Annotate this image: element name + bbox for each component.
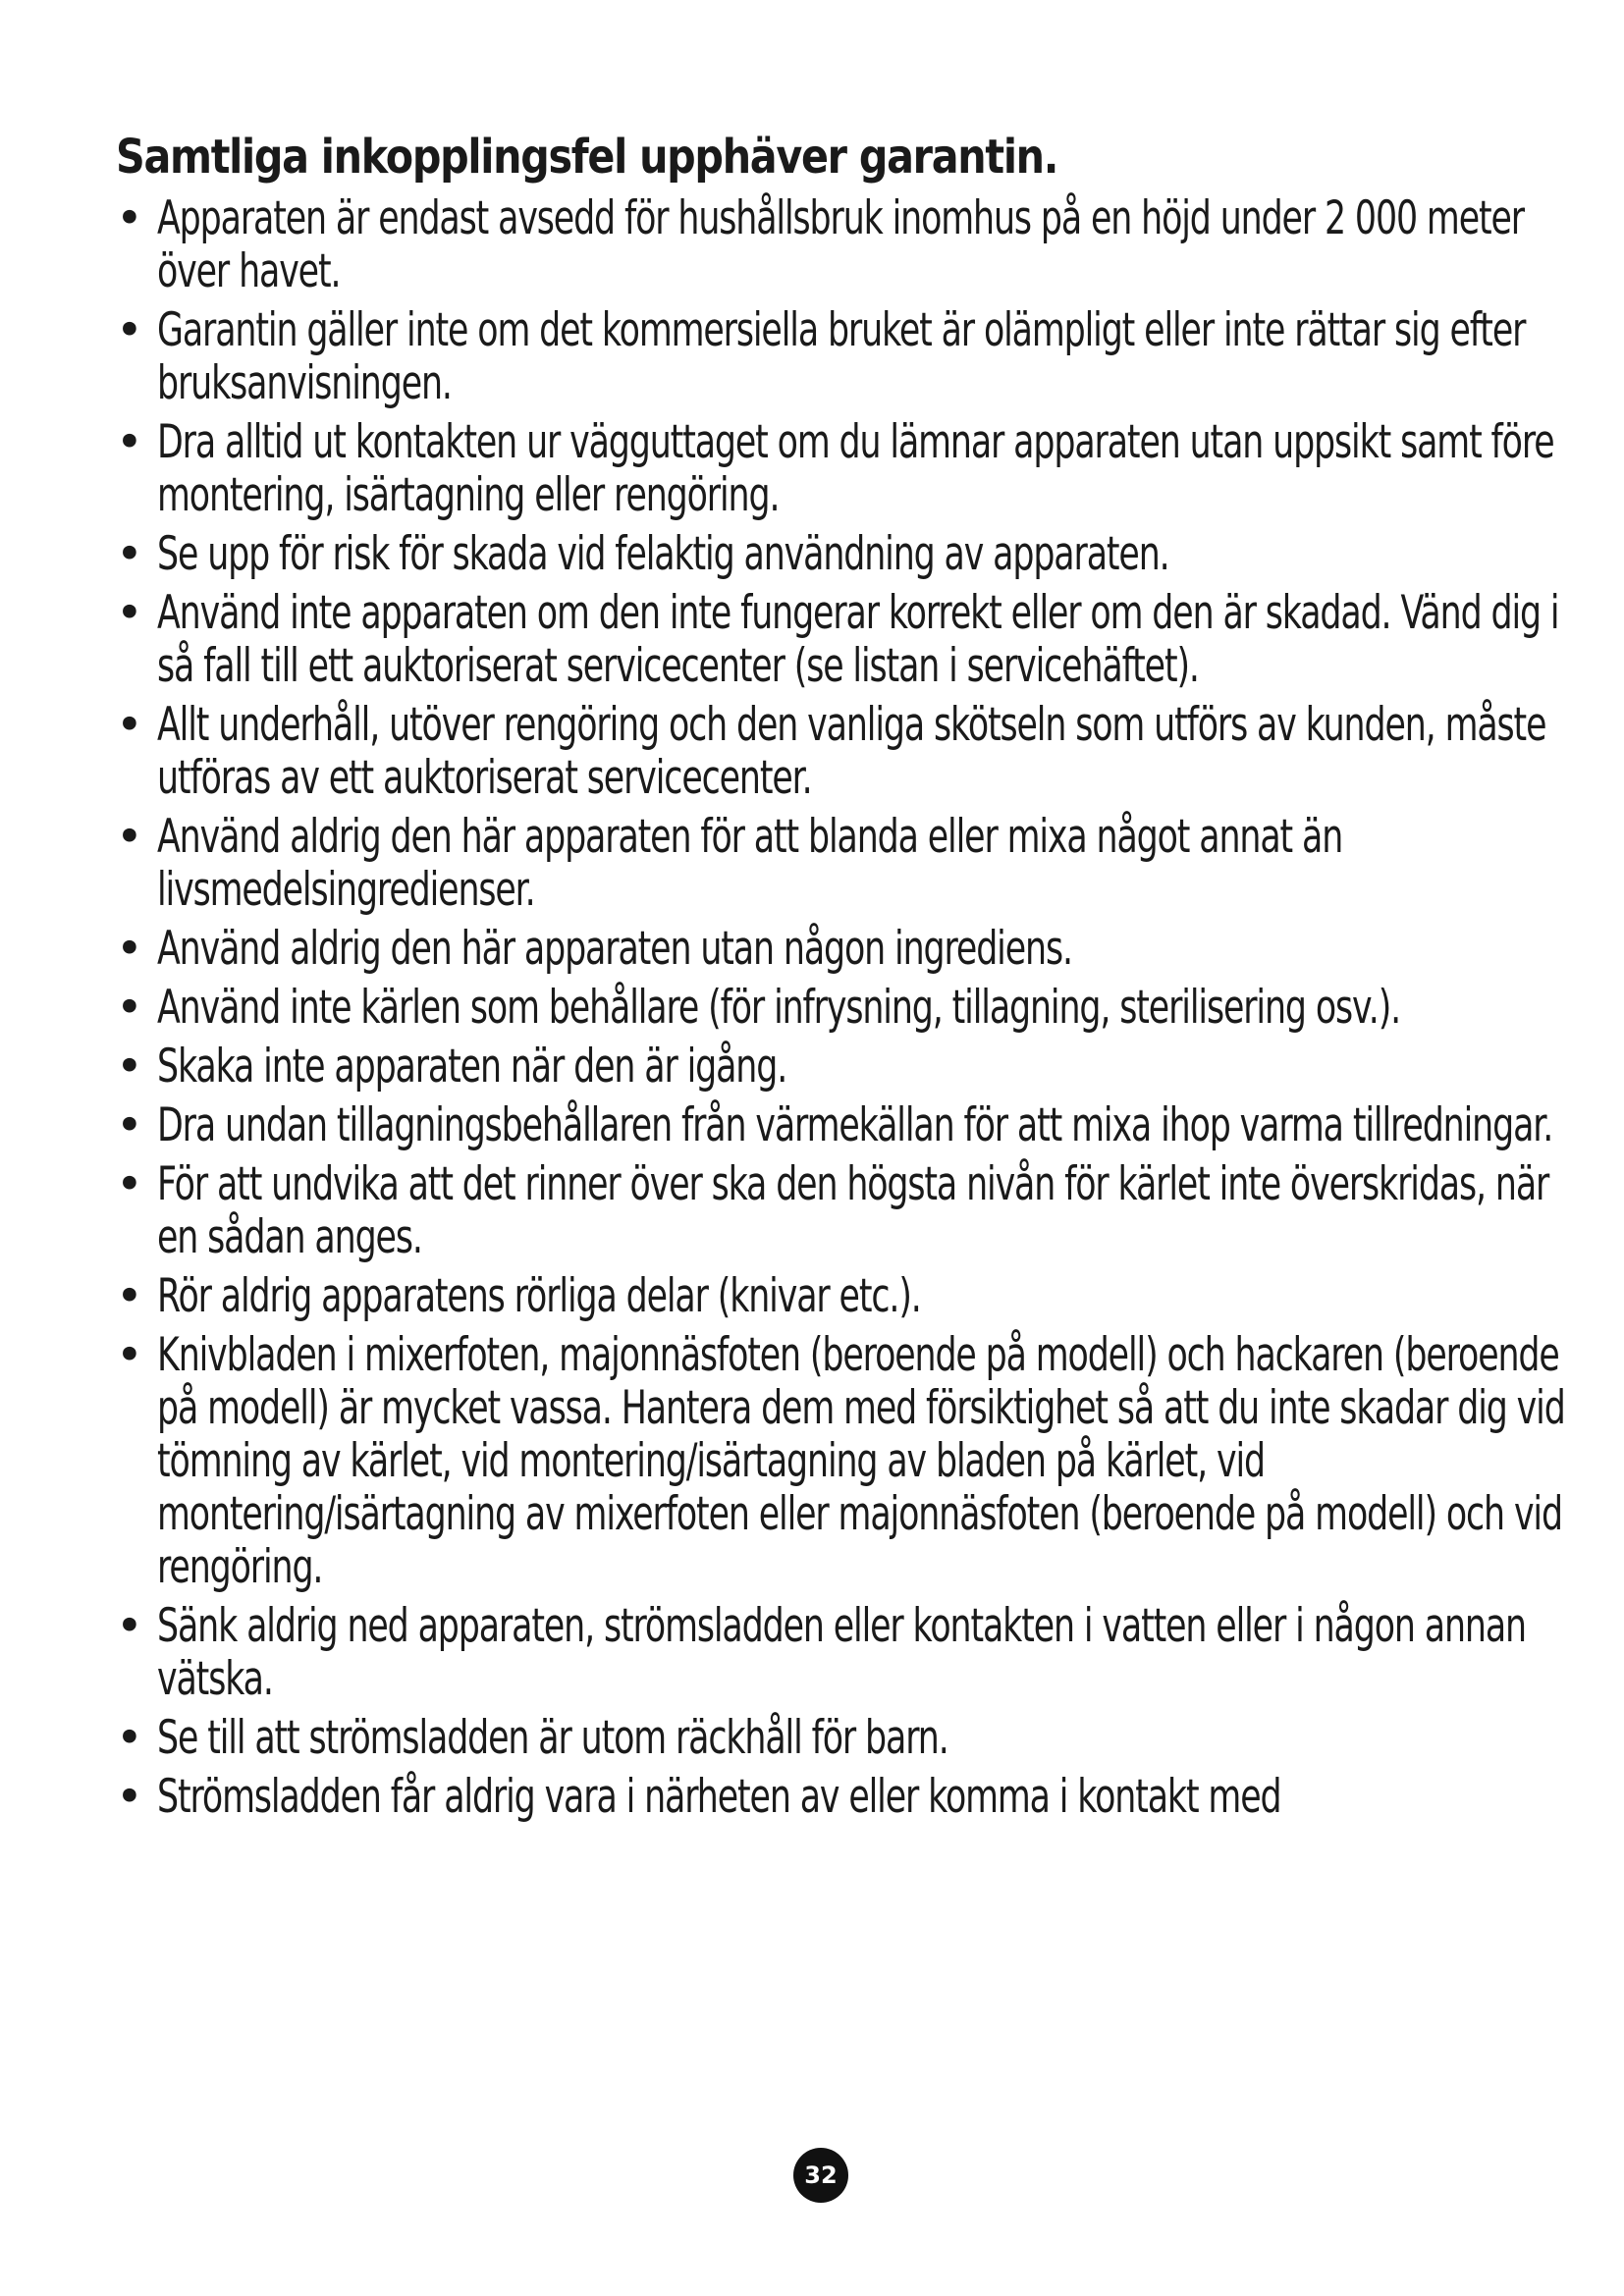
safety-instruction-text: Använd aldrig den här apparaten för att blanda eller mixa något annat än livsmedelsingredienser.	[157, 810, 1343, 917]
bullet-icon: •	[116, 586, 142, 640]
document-page	[116, 128, 1589, 1824]
safety-instruction-item	[116, 923, 1589, 976]
safety-instruction-text: Apparaten är endast avsedd för hushållsbruk inomhus på en höjd under 2 000 meter över havet.	[157, 191, 1524, 298]
safety-instruction-text: Se till att strömsladden är utom räckhåll för barn.	[157, 1711, 948, 1765]
page-number-badge: 32	[793, 2148, 848, 2203]
bullet-icon: •	[116, 1599, 142, 1653]
safety-instruction-item	[116, 1270, 1589, 1323]
safety-instruction-item	[116, 982, 1589, 1035]
safety-instruction-text: Sänk aldrig ned apparaten, strömsladden eller kontakten i vatten eller i någon annan vätska.	[157, 1599, 1526, 1706]
safety-instruction-text: Rör aldrig apparatens rörliga delar (knivar etc.).	[157, 1269, 921, 1323]
safety-instruction-text: Se upp för risk för skada vid felaktig användning av apparaten.	[157, 527, 1169, 581]
safety-instruction-text: Använd inte apparaten om den inte fungerar korrekt eller om den är skadad. Vänd dig i så fall till ett auktoriserat servicecenter (se listan i servicehäftet).	[157, 586, 1559, 693]
safety-instruction-text: Strömsladden får aldrig vara i närheten av eller komma i kontakt med	[157, 1770, 1281, 1824]
bullet-icon: •	[116, 922, 142, 976]
safety-instruction-text: Dra undan tillagningsbehållaren från värmekällan för att mixa ihop varma tillredningar.	[157, 1098, 1553, 1152]
bullet-icon: •	[116, 1711, 142, 1765]
bullet-icon: •	[116, 1157, 142, 1211]
bullet-icon: •	[116, 698, 142, 752]
safety-instruction-item	[116, 1712, 1589, 1765]
bullet-icon: •	[116, 415, 142, 469]
safety-instruction-item	[116, 416, 1589, 522]
bullet-icon: •	[116, 1328, 142, 1382]
safety-instruction-text: Skaka inte apparaten när den är igång.	[157, 1040, 787, 1094]
safety-instructions-list	[116, 192, 1589, 1824]
bullet-icon: •	[116, 981, 142, 1035]
safety-instruction-item	[116, 1041, 1589, 1094]
safety-instruction-item	[116, 1329, 1589, 1594]
safety-instruction-item	[116, 811, 1589, 917]
safety-instruction-text: Dra alltid ut kontakten ur vägguttaget om du lämnar apparaten utan uppsikt samt före montering, isärtagning eller rengöring.	[157, 415, 1554, 522]
safety-instruction-item	[116, 304, 1589, 410]
bullet-icon: •	[116, 1770, 142, 1824]
safety-instruction-text: Knivbladen i mixerfoten, majonnäsfoten (beroende på modell) och hackaren (beroende på modell) är mycket vassa. Hantera dem med försiktighet så att du inte skadar dig vid tömning av kärlet, vid montering/isärtagning av bladen på kärlet, vid montering/isärtagning av mixerfoten eller majonnäsfoten (beroende på modell) och vid rengöring.	[157, 1328, 1565, 1594]
bullet-icon: •	[116, 1269, 142, 1323]
safety-instruction-item	[116, 1099, 1589, 1152]
safety-instruction-item	[116, 587, 1589, 693]
safety-instruction-text: Garantin gäller inte om det kommersiella bruket är olämpligt eller inte rättar sig efter bruksanvisningen.	[157, 303, 1526, 410]
safety-instruction-item	[116, 1158, 1589, 1264]
safety-instruction-text: För att undvika att det rinner över ska den högsta nivån för kärlet inte överskridas, när en sådan anges.	[157, 1157, 1549, 1264]
safety-instruction-text: Använd inte kärlen som behållare (för infrysning, tillagning, sterilisering osv.).	[157, 981, 1401, 1035]
bullet-icon: •	[116, 1040, 142, 1094]
bullet-icon: •	[116, 303, 142, 357]
safety-instruction-item	[116, 192, 1589, 298]
safety-instruction-item	[116, 1600, 1589, 1706]
bullet-icon: •	[116, 1098, 142, 1152]
safety-instruction-item	[116, 1771, 1589, 1824]
bullet-icon: •	[116, 527, 142, 581]
safety-instruction-item	[116, 528, 1589, 581]
safety-instruction-text: Använd aldrig den här apparaten utan någon ingrediens.	[157, 922, 1072, 976]
bullet-icon: •	[116, 810, 142, 864]
bullet-icon: •	[116, 191, 142, 245]
safety-instruction-text: Allt underhåll, utöver rengöring och den vanliga skötseln som utförs av kunden, måste utföras av ett auktoriserat servicecenter.	[157, 698, 1546, 805]
safety-instruction-item	[116, 699, 1589, 805]
warranty-heading: Samtliga inkopplingsfel upphäver garantin.	[116, 130, 1058, 185]
